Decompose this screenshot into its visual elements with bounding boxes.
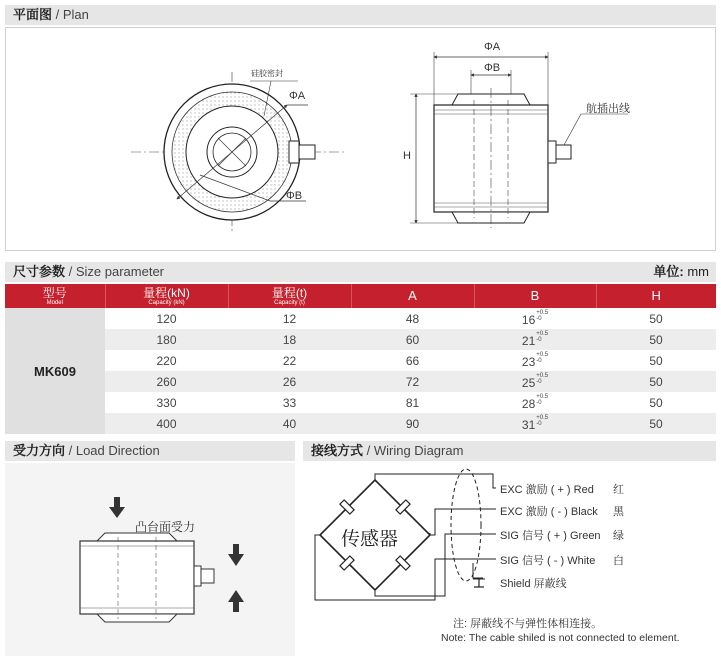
table-row	[5, 350, 716, 371]
cell-h: 50	[596, 329, 716, 350]
phi-b-label: ΦB	[286, 190, 303, 202]
cell-b: $23^{+0.5 -0}$	[474, 350, 596, 371]
plan-drawing-panel	[5, 27, 716, 251]
side-view	[410, 52, 628, 228]
dim-h-label: H	[403, 150, 411, 162]
cell-b: $31^{+0.5 -0}$	[474, 413, 596, 434]
cell-a: 72	[351, 371, 474, 392]
load-up-arrow-icon	[228, 590, 244, 612]
col-b: B	[474, 284, 596, 308]
note-en: Note: The cable shiled is not connected to element.	[441, 632, 680, 644]
size-header-zh: 尺寸参数	[13, 264, 66, 279]
table-row	[5, 392, 716, 413]
connector-label: 航插出线	[586, 103, 630, 115]
model-cell: MK609	[5, 308, 105, 434]
table-row	[5, 413, 716, 434]
sensor-label: 传感器	[341, 529, 399, 550]
plan-drawing	[6, 28, 715, 250]
shield-ellipse	[451, 469, 481, 581]
wire-exc-minus-color: 黑	[613, 506, 624, 518]
load-header-en: / Load Direction	[65, 443, 160, 458]
wire-sig-plus-color: 绿	[613, 530, 624, 542]
cell-h: 50	[596, 308, 716, 329]
cell-a: 60	[351, 329, 474, 350]
size-header	[5, 262, 716, 282]
cell-t: 33	[228, 392, 351, 413]
wire-sig-plus: SIG 信号 ( + ) Green	[500, 530, 601, 542]
size-table	[5, 284, 716, 434]
cell-t: 26	[228, 371, 351, 392]
cell-t: 18	[228, 329, 351, 350]
load-header	[5, 441, 295, 461]
plan-header-en: / Plan	[52, 7, 89, 22]
down-arrow-icon	[109, 497, 125, 518]
cell-t: 40	[228, 413, 351, 434]
seal-label: 硅胶密封	[251, 69, 283, 78]
top-view	[131, 72, 346, 234]
unit-label: 单位:	[653, 264, 684, 279]
cell-h: 50	[596, 371, 716, 392]
load-down-arrow-icon	[228, 544, 244, 566]
cell-t: 12	[228, 308, 351, 329]
cell-a: 81	[351, 392, 474, 413]
load-header-zh: 受力方向	[13, 443, 66, 458]
wire-exc-minus: EXC 激励 ( - ) Black	[500, 506, 598, 518]
size-header-en: / Size parameter	[65, 264, 165, 279]
col-h: H	[596, 284, 716, 308]
cell-kn: 260	[105, 371, 228, 392]
cell-a: 48	[351, 308, 474, 329]
wire-sig-minus: SIG 信号 ( - ) White	[500, 555, 596, 567]
table-row	[5, 308, 716, 329]
cell-kn: 330	[105, 392, 228, 413]
load-top-label: 凸台面受力	[135, 520, 196, 534]
wire-sig-minus-color: 白	[613, 555, 624, 567]
wiring-header-en: / Wiring Diagram	[363, 443, 464, 458]
cell-h: 50	[596, 413, 716, 434]
load-drawing	[5, 463, 295, 656]
cell-b: $25^{+0.5 -0}$	[474, 371, 596, 392]
cell-b: $28^{+0.5 -0}$	[474, 392, 596, 413]
dim-b-label: ΦB	[484, 62, 501, 74]
cell-b: $21^{+0.5 -0}$	[474, 329, 596, 350]
table-row	[5, 371, 716, 392]
load-panel	[5, 463, 295, 656]
table-row	[5, 329, 716, 350]
note-zh: 注: 屏蔽线不与弹性体相连接。	[453, 618, 603, 630]
phi-a-label: ΦA	[289, 90, 306, 102]
cell-kn: 220	[105, 350, 228, 371]
col-capacity-t: 量程(t) Capacity (t)	[228, 284, 351, 308]
plan-header	[5, 5, 716, 25]
cell-a: 90	[351, 413, 474, 434]
plan-header-zh: 平面图	[13, 7, 53, 22]
wiring-panel	[303, 463, 716, 656]
wire-exc-plus: EXC 激励 ( + ) Red	[500, 484, 594, 496]
col-capacity-kn: 量程(kN) Capacity (kN)	[105, 284, 228, 308]
unit-value: mm	[683, 264, 709, 279]
wiring-header	[303, 441, 716, 461]
wire-exc-plus-color: 红	[613, 484, 624, 496]
cell-h: 50	[596, 350, 716, 371]
cell-kn: 400	[105, 413, 228, 434]
wire-shield: Shield 屏蔽线	[500, 578, 567, 590]
cell-h: 50	[596, 392, 716, 413]
unit-indicator	[653, 262, 709, 282]
cell-a: 66	[351, 350, 474, 371]
table-header-row	[5, 284, 716, 308]
wiring-header-zh: 接线方式	[311, 443, 364, 458]
dim-a-label: ΦA	[484, 41, 501, 53]
cell-kn: 120	[105, 308, 228, 329]
cell-b: $16^{+0.5 -0}$	[474, 308, 596, 329]
cell-t: 22	[228, 350, 351, 371]
col-model: 型号 Model	[5, 284, 105, 308]
cell-kn: 180	[105, 329, 228, 350]
col-a: A	[351, 284, 474, 308]
ground-icon	[473, 579, 485, 587]
